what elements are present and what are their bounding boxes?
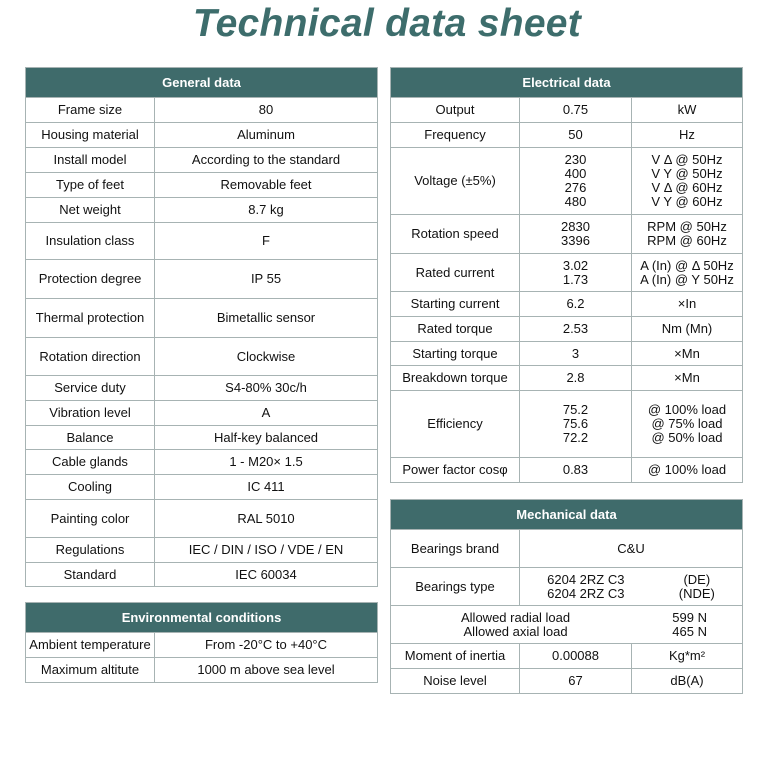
table-row	[391, 530, 743, 568]
row-value: 67	[520, 669, 632, 694]
row-label: Thermal protection	[26, 299, 155, 338]
voltage-unit: V Δ @ 50Hz	[651, 152, 723, 167]
table-row	[26, 426, 378, 450]
electrical-data-header: Electrical data	[391, 68, 743, 98]
table-row	[26, 338, 378, 376]
row-label: Cooling	[26, 475, 155, 500]
row-label: Bearings type	[391, 568, 520, 606]
load-value: 465 N	[672, 623, 707, 639]
row-label: Output	[391, 98, 520, 123]
row-label: Painting color	[26, 500, 155, 538]
efficiency-value: 75.2	[562, 402, 589, 417]
table-row	[26, 633, 378, 658]
table-row	[391, 458, 743, 483]
row-unit	[632, 391, 743, 458]
row-value: 2.53	[520, 317, 632, 342]
row-value: 0.83	[520, 458, 632, 483]
table-row	[26, 223, 378, 260]
load-label: Allowed axial load	[463, 623, 568, 639]
voltage-unit: V Y @ 50Hz	[651, 166, 723, 181]
efficiency-value: 75.6	[562, 416, 589, 431]
efficiency-value: 72.2	[562, 430, 589, 445]
row-label: Frequency	[391, 123, 520, 148]
voltage-value: 276	[564, 180, 587, 195]
row-unit	[632, 254, 743, 292]
row-value: 2.8	[520, 366, 632, 391]
row-value: 3	[520, 342, 632, 366]
row-label: Rated current	[391, 254, 520, 292]
table-row	[26, 401, 378, 426]
table-row	[391, 292, 743, 317]
current-unit: A (In) @ Δ 50Hz	[640, 257, 734, 273]
row-label: Efficiency	[391, 391, 520, 458]
table-row	[26, 148, 378, 173]
voltage-value: 230	[564, 152, 587, 167]
row-value: Removable feet	[155, 173, 378, 198]
table-row	[26, 299, 378, 338]
row-value: According to the standard	[155, 148, 378, 173]
bearing-position: (DE)	[683, 571, 711, 587]
table-row	[391, 391, 743, 458]
table-row	[26, 538, 378, 563]
row-label: Frame size	[26, 98, 155, 123]
row-label: Starting current	[391, 292, 520, 317]
load-label: Allowed radial load	[461, 609, 571, 625]
row-value: 80	[155, 98, 378, 123]
current-value: 1.73	[562, 271, 589, 287]
row-unit	[632, 148, 743, 215]
row-value: IP 55	[155, 260, 378, 299]
row-label: Moment of inertia	[391, 644, 520, 669]
row-value: C&U	[520, 530, 743, 568]
row-label: Type of feet	[26, 173, 155, 198]
row-unit: @ 100% load	[632, 458, 743, 483]
bearing-code: 6204 2RZ C3	[547, 585, 625, 601]
row-value	[520, 391, 632, 458]
row-value: Half-key balanced	[155, 426, 378, 450]
table-row	[391, 254, 743, 292]
table-row	[26, 173, 378, 198]
row-label: Cable glands	[26, 450, 155, 475]
page-title: Technical data sheet	[192, 2, 582, 45]
mechanical-data-table	[390, 499, 743, 694]
row-value: IEC 60034	[155, 563, 378, 587]
table-row	[26, 475, 378, 500]
table-row	[391, 342, 743, 366]
environmental-conditions-header: Environmental conditions	[26, 603, 378, 633]
row-value: 6.2	[520, 292, 632, 317]
table-row	[26, 98, 378, 123]
row-value: 8.7 kg	[155, 198, 378, 223]
speed-value: 2830	[561, 219, 590, 234]
table-row	[391, 148, 743, 215]
row-unit: ×In	[632, 292, 743, 317]
table-row	[26, 500, 378, 538]
row-label: Net weight	[26, 198, 155, 223]
row-label: Voltage (±5%)	[391, 148, 520, 215]
row-label: Balance	[26, 426, 155, 450]
row-unit: kW	[632, 98, 743, 123]
table-row	[26, 123, 378, 148]
table-row	[391, 123, 743, 148]
row-value: IEC / DIN / ISO / VDE / EN	[155, 538, 378, 563]
row-unit	[632, 215, 743, 254]
row-label: Ambient temperature	[26, 633, 155, 658]
table-row	[391, 98, 743, 123]
row-value	[520, 148, 632, 215]
row-value	[520, 568, 743, 606]
table-row	[26, 260, 378, 299]
row-value: RAL 5010	[155, 500, 378, 538]
current-value: 3.02	[562, 257, 589, 273]
voltage-unit: V Y @ 60Hz	[651, 194, 723, 209]
loads-cell	[391, 606, 743, 644]
table-row	[391, 568, 743, 606]
row-value: A	[155, 401, 378, 426]
table-row	[26, 450, 378, 475]
row-label: Standard	[26, 563, 155, 587]
speed-unit: RPM @ 60Hz	[647, 233, 727, 248]
table-row	[26, 198, 378, 223]
row-value: S4-80% 30c/h	[155, 376, 378, 401]
row-unit: Hz	[632, 123, 743, 148]
row-label: Bearings brand	[391, 530, 520, 568]
speed-unit: RPM @ 50Hz	[647, 219, 727, 234]
load-value: 599 N	[672, 609, 707, 625]
row-unit: ×Mn	[632, 366, 743, 391]
table-row	[26, 376, 378, 401]
row-label: Regulations	[26, 538, 155, 563]
row-label: Service duty	[26, 376, 155, 401]
row-label: Protection degree	[26, 260, 155, 299]
row-value: From -20°C to +40°C	[155, 633, 378, 658]
row-label: Maximum altitute	[26, 658, 155, 683]
table-row	[391, 366, 743, 391]
row-value: 0.00088	[520, 644, 632, 669]
row-value: 0.75	[520, 98, 632, 123]
electrical-data-table	[390, 67, 743, 483]
row-value	[520, 254, 632, 292]
table-row	[391, 644, 743, 669]
table-row	[391, 606, 743, 644]
table-row	[26, 563, 378, 587]
row-value	[520, 215, 632, 254]
row-label: Rotation direction	[26, 338, 155, 376]
current-unit: A (In) @ Y 50Hz	[640, 271, 734, 287]
row-unit: ×Mn	[632, 342, 743, 366]
speed-value: 3396	[561, 233, 590, 248]
row-value: 1000 m above sea level	[155, 658, 378, 683]
table-row	[391, 215, 743, 254]
row-label: Vibration level	[26, 401, 155, 426]
general-data-table	[25, 67, 378, 587]
efficiency-unit: @ 50% load	[651, 430, 723, 445]
row-unit: dB(A)	[632, 669, 743, 694]
bearing-code: 6204 2RZ C3	[547, 571, 625, 587]
row-label: Starting torque	[391, 342, 520, 366]
row-label: Rotation speed	[391, 215, 520, 254]
row-value: IC 411	[155, 475, 378, 500]
efficiency-unit: @ 75% load	[651, 416, 723, 431]
table-row	[26, 658, 378, 683]
row-value: 1 - M20× 1.5	[155, 450, 378, 475]
row-value: Bimetallic sensor	[155, 299, 378, 338]
row-label: Power factor cosφ	[391, 458, 520, 483]
row-value: Clockwise	[155, 338, 378, 376]
row-unit: Nm (Mn)	[632, 317, 743, 342]
row-label: Install model	[26, 148, 155, 173]
voltage-unit: V Δ @ 60Hz	[651, 180, 723, 195]
voltage-value: 400	[564, 166, 587, 181]
general-data-header: General data	[26, 68, 378, 98]
bearing-position: (NDE)	[678, 585, 715, 601]
row-value: F	[155, 223, 378, 260]
efficiency-unit: @ 100% load	[647, 402, 727, 417]
row-label: Insulation class	[26, 223, 155, 260]
row-value: Aluminum	[155, 123, 378, 148]
row-label: Noise level	[391, 669, 520, 694]
row-label: Breakdown torque	[391, 366, 520, 391]
environmental-conditions-table	[25, 602, 378, 683]
mechanical-data-header: Mechanical data	[391, 500, 743, 530]
row-value: 50	[520, 123, 632, 148]
row-label: Rated torque	[391, 317, 520, 342]
table-row	[391, 669, 743, 694]
row-label: Housing material	[26, 123, 155, 148]
table-row	[391, 317, 743, 342]
voltage-value: 480	[564, 194, 587, 209]
row-unit: Kg*m²	[632, 644, 743, 669]
